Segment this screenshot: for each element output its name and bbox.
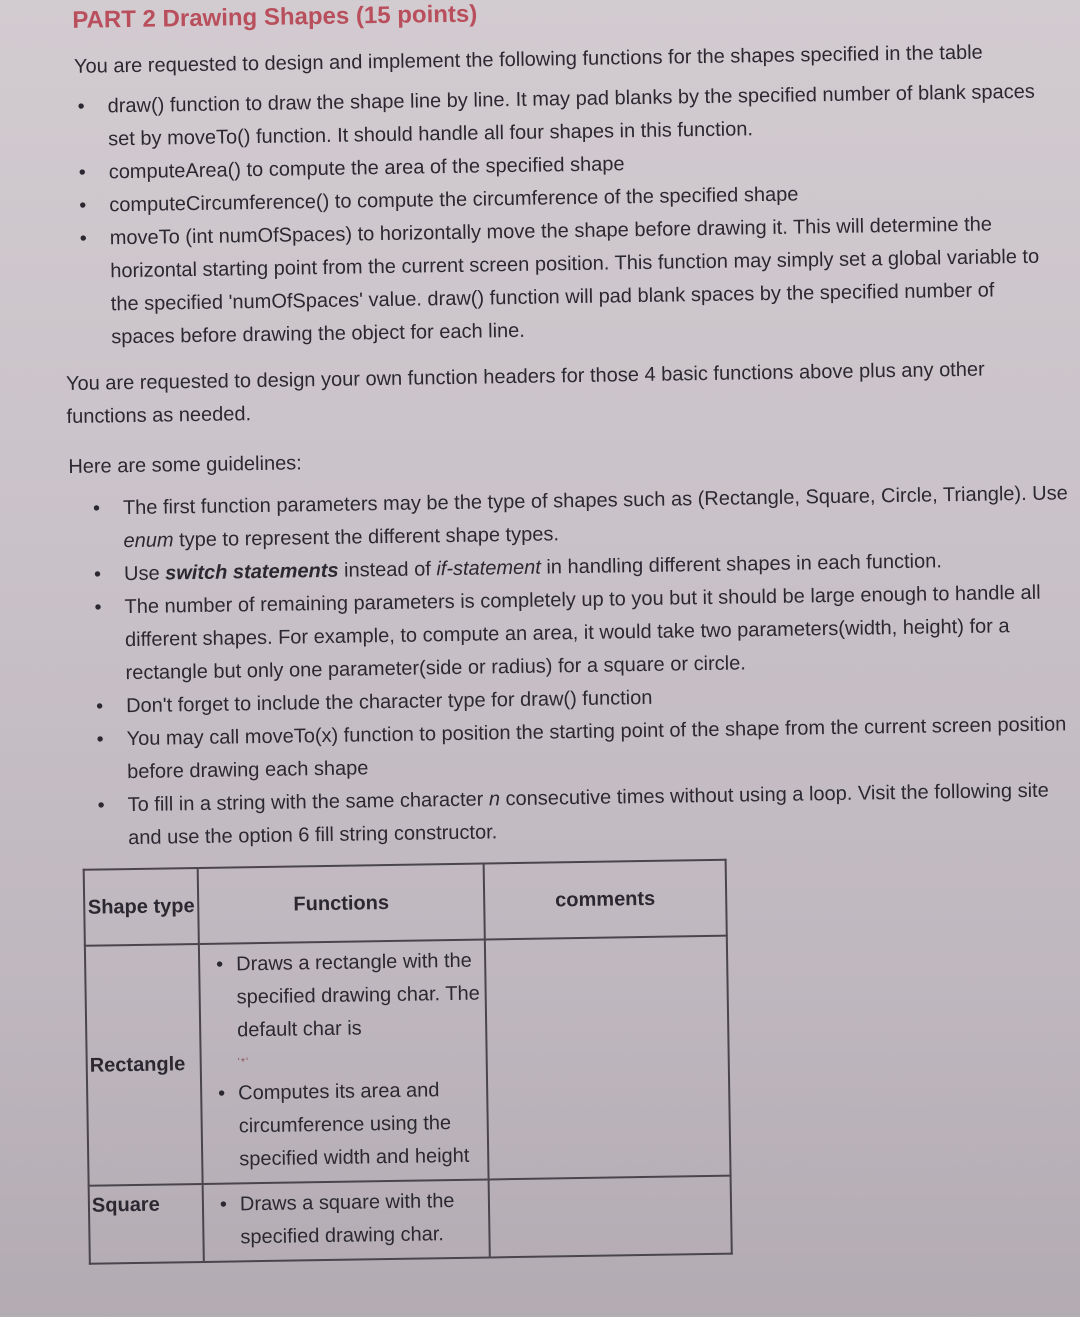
guidelines-list bbox=[105, 477, 1076, 855]
table-header-row bbox=[84, 860, 727, 946]
function-item-move-to: • moveTo (int numOfSpaces) to horizontally move the shape before drawing it. This will determine the horizontal starting point from the current screen position. This function may simply set a global variable to the specified 'numOfSpaces' value. draw() function will pad blank spaces by the specified number of spaces before drawing the object for each line. bbox=[92, 207, 1059, 354]
guideline-fill-string bbox=[109, 774, 1075, 855]
table-row bbox=[85, 936, 731, 1186]
function-item bbox=[236, 945, 486, 1078]
guideline-text: To fill in a string with the same character bbox=[127, 788, 490, 817]
guideline-text: instead of bbox=[338, 558, 437, 582]
design-note: You are requested to design your own function headers for those 4 basic functions above plus any other functions as needed. bbox=[65, 358, 985, 429]
functions-list bbox=[89, 75, 1058, 354]
guideline-text: The first function parameters may be the type of shapes such as (Rectangle, Square, Circle, Triangle). Use bbox=[122, 482, 1068, 520]
function-list bbox=[204, 1180, 489, 1260]
functions-cell-square bbox=[203, 1179, 490, 1261]
guideline-emphasis: enum bbox=[123, 529, 174, 553]
guideline-text: type to represent the different shape types. bbox=[173, 523, 560, 552]
guideline-text: consecutive times without using a loop. Visit the following site and use the option 6 fill string constructor. bbox=[128, 779, 1049, 850]
guideline-text: Use bbox=[123, 562, 166, 586]
function-list bbox=[200, 941, 488, 1183]
shape-cell-rectangle: Rectangle bbox=[85, 944, 203, 1186]
functions-cell-rectangle bbox=[199, 940, 489, 1184]
function-item-compute-circumference: • computeCircumference() to compute the circumference of the specified shape bbox=[91, 174, 1056, 222]
function-item: • Draws a square with the specified drawing char. bbox=[240, 1184, 489, 1254]
header-comments: comments bbox=[484, 860, 727, 940]
guideline-move-to: • You may call moveTo(x) function to position the starting point of the shape from the current screen position before drawing each shape bbox=[108, 708, 1074, 789]
guideline-emphasis: if-statement bbox=[436, 556, 541, 581]
guideline-text: in handling different shapes in each function. bbox=[540, 550, 942, 579]
guideline-emphasis: n bbox=[488, 788, 501, 811]
table-row bbox=[89, 1176, 732, 1264]
guideline-emphasis: switch statements bbox=[164, 559, 339, 585]
part-title: PART 2 Drawing Shapes (15 points) bbox=[72, 0, 478, 34]
header-functions: Functions bbox=[198, 864, 485, 944]
default-char: '*' bbox=[237, 1056, 250, 1069]
comments-cell-rectangle bbox=[485, 936, 731, 1180]
comments-cell-square bbox=[489, 1176, 732, 1258]
intro-paragraph: You are requested to design and implement the following functions for the shapes specified in the table bbox=[73, 41, 983, 78]
shapes-table bbox=[83, 859, 733, 1265]
guideline-parameters: • The number of remaining parameters is completely up to you but it should be large enough to handle all different shapes. For example, to compute an area, it would take two parameters(width, height) for a rectangle but only one parameter(side or radius) for a square or circle. bbox=[106, 576, 1072, 690]
guidelines-heading: Here are some guidelines: bbox=[68, 452, 302, 478]
function-item: • Computes its area and circumference using the specified width and height bbox=[238, 1073, 488, 1176]
function-item-draw: • draw() function to draw the shape line by line. It may pad blanks by the specified number of blank spaces set by moveTo() function. It should handle all four shapes in this function. bbox=[89, 75, 1055, 156]
shape-cell-square: Square bbox=[89, 1184, 204, 1264]
guideline-character-type: • Don't forget to include the character type for draw() function bbox=[108, 675, 1073, 723]
header-shape-type: Shape type bbox=[84, 868, 199, 946]
function-item-compute-area: • computeArea() to compute the area of the specified shape bbox=[90, 141, 1055, 189]
function-text: Draws a rectangle with the specified drawing char. The default char is bbox=[236, 949, 480, 1042]
